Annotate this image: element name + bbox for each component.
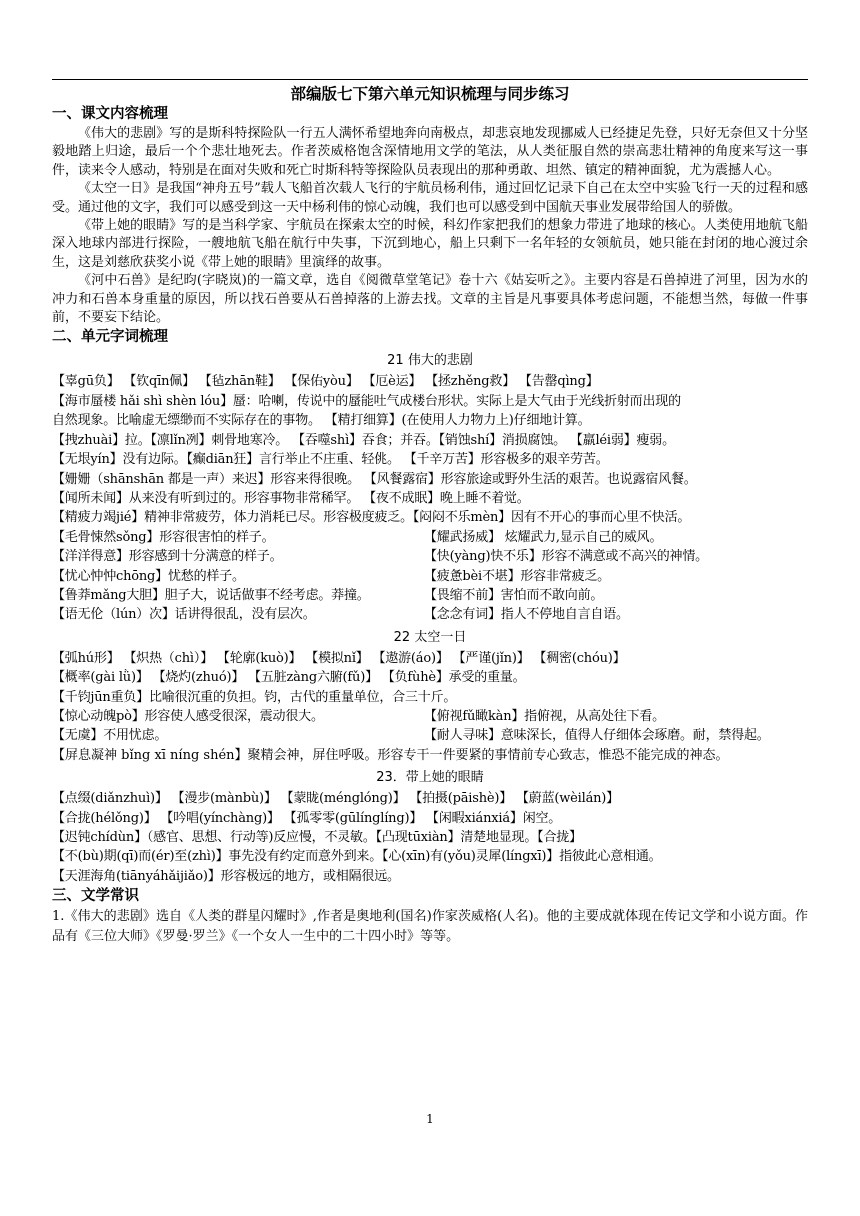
lesson-title-22: 22 太空一日 xyxy=(393,629,467,645)
vocab-row: 【精疲力竭jié】精神非常疲劳，体力消耗已尽。形容极度疲乏。【闷闷不乐mèn】因有不开心的事而心里不快活。 xyxy=(52,510,691,526)
vocab-item: 【耐人寻味】意味深长，值得人仔细体会琢磨。耐，禁得起。 xyxy=(424,728,770,744)
section-heading-1: 一、课文内容梳理 xyxy=(52,106,168,122)
header-rule xyxy=(52,79,808,80)
vocab-item: 【念念有词】指人不停地自言自语。 xyxy=(424,607,629,623)
vocab-item: 【耀武扬威】 炫耀武力,显示自己的威风。 xyxy=(424,529,663,545)
vocab-row: 【概率(gài lǜ)】 【烧灼(zhuó)】 【五脏zàng六腑(fǔ)】 【负fùhè】承受的重量。 xyxy=(52,670,526,686)
vocab-row: 【屏息凝神 bǐng xī níng shén】聚精会神，屏住呼吸。形容专干一件要紧的事情前专心致志，惟恐不能完成的神态。 xyxy=(52,747,729,763)
vocab-row: 【合拢(hélǒng)】 【吟唱(yínchàng)】 【孤零零(gūlínglíng)】 【闲暇xiánxiá】闲空。 xyxy=(52,810,562,826)
vocab-item: 【快(yàng)快不乐】形容不满意或不高兴的神情。 xyxy=(424,549,708,565)
vocab-row: 【拽zhuài】拉。【凛lǐn冽】刺骨地寒冷。 【吞噬shì】吞食；并吞。【销蚀shí】消损腐蚀。 【羸léi弱】瘦弱。 xyxy=(52,432,675,448)
vocab-item: 【俯视fǔ瞰kàn】指俯视，从高处往下看。 xyxy=(424,708,665,724)
vocab-item: 【忧心忡忡chōng】忧愁的样子。 xyxy=(52,568,245,584)
paragraph: 《太空一日》是我国“神舟五号”载人飞船首次载人飞行的宇航员杨利伟，通过回忆记录下自己在太空中实验飞行一天的过程和感受。通过他的文字，我们可以感受到这一天中杨利伟的惊心动魄，我们也可以感受到中国航天事业发展带给国人的骄傲。 xyxy=(52,181,808,215)
vocab-item: 【无虞】不用忧虑。 xyxy=(52,728,168,744)
vocab-row: 【辜gū负】 【钦qīn佩】 【毡zhān鞋】 【保佑yòu】 【厄è运】 【拯zhěng救】 【告罄qìng】 xyxy=(52,374,599,390)
vocab-row: 【点缀(diǎnzhuì)】 【漫步(mànbù)】 【蒙眬(ménglóng)】 【拍摄(pāishè)】 【蔚蓝(wèilán)】 xyxy=(52,791,619,807)
vocab-row: 【无垠yín】没有边际。【癫diān狂】言行举止不庄重、轻佻。 【千辛万苦】形容极多的艰辛劳苦。 xyxy=(52,452,609,468)
page-number: 1 xyxy=(426,1112,434,1126)
vocab-item: 【畏缩不前】害怕而不敢向前。 xyxy=(424,587,604,603)
vocab-row: 【姗姗（shānshān 都是一声）来迟】形容来得很晚。 【风餐露宿】形容旅途或野外生活的艰苦。也说露宿风餐。 xyxy=(52,471,697,487)
vocab-item: 【疲惫bèi不堪】形容非常疲乏。 xyxy=(424,568,610,584)
lesson-title-23: 23．带上她的眼睛 xyxy=(376,770,484,786)
vocab-row: 自然现象。比喻虚无缥缈而不实际存在的事物。 【精打细算】(在使用人力物力上)仔细地计算。 xyxy=(52,413,591,429)
section-heading-3: 三、文学常识 xyxy=(52,888,139,905)
paragraph: 《河中石兽》是纪昀(字晓岚)的一篇文章，选自《阅微草堂笔记》卷十六《姑妄听之》。主要内容是石兽掉进了河里，因为水的冲力和石兽本身重量的原因，所以找石兽要从石兽掉落的上游去找。文章的主旨是凡事要具体考虑问题，不能想当然，每做一件事前，不要妄下结论。 xyxy=(52,273,808,326)
vocab-row: 【天涯海角(tiānyáhǎijiǎo)】形容极远的地方，或相隔很远。 xyxy=(52,868,400,884)
lesson-title-21: 21 伟大的悲剧 xyxy=(387,353,473,369)
document-title: 部编版七下第六单元知识梳理与同步练习 xyxy=(290,85,570,103)
vocab-item: 【语无伦（lún）次】话讲得很乱，没有层次。 xyxy=(52,607,316,623)
section-heading-2: 二、单元字词梳理 xyxy=(52,329,168,346)
vocab-item: 【鲁莽mǎng大胆】胆子大，说话做事不经考虑。莽撞。 xyxy=(52,587,370,603)
vocab-row: 【迟钝chídùn】（感官、思想、行动等)反应慢，不灵敏。【凸现tūxiàn】清楚地显现。【合拢】 xyxy=(52,830,582,845)
vocab-row: 【不(bù)期(qī)而(ér)至(zhì)】事先没有约定而意外到来。【心(xīn)有(yǒu)灵犀(língxī)】指彼此心意相通。 xyxy=(52,849,662,865)
paragraph: 《伟大的悲剧》写的是斯科特探险队一行五人满怀希望地奔向南极点，却悲哀地发现挪威人已经捷足先登，只好无奈但又十分坚毅地踏上归途，最后一个个悲壮地死去。作者茨威格饱含深情地用文学的笔法，从人类征服自然的崇高悲壮精神的角度来写这一事件，读来令人感动，特别是在面对失败和死亡时斯科特等探险队员表现出的那种勇敢、坦然、镇定的精神面貌，尤为震撼人心。 xyxy=(52,126,808,178)
document-body xyxy=(52,104,808,946)
vocab-row: 【弧hú形】 【炽热（chì）】 【轮廓(kuò)】 【模拟nǐ】 【遨游(áo)】 【严谨(jǐn)】 【稠密(chóu)】 xyxy=(52,650,626,666)
vocab-pairs-21 xyxy=(52,528,808,625)
paragraph: 《带上她的眼睛》写的是当科学家、宇航员在探索太空的时候，科幻作家把我们的想象力带进了地球的核心。人类使用地航飞船深入地球内部进行探险，一艘地航飞船在航行中失事，下沉到地心，船上只剩下一名年轻的女领航员，她只能在封闭的地心渡过余生，这是刘慈欣获奖小说《带上她的眼睛》里演绎的故事。 xyxy=(52,218,808,270)
vocab-row: 【千钧jūn重负】比喻很沉重的负担。钧，古代的重量单位，合三十斤。 xyxy=(52,689,457,705)
vocab-row: 【海市蜃楼 hǎi shì shèn lóu】蜃：哈喇，传说中的蜃能吐气成楼台形状。实际上是大气由于光线折射而出现的 xyxy=(52,393,681,409)
vocab-pairs-22 xyxy=(52,707,808,746)
vocab-row: 【闻所未闻】从来没有听到过的。形容事物非常稀罕。 【夜不成眠】晚上睡不着觉。 xyxy=(52,490,530,506)
vocab-item: 【洋洋得意】形容感到十分满意的样子。 xyxy=(52,549,283,565)
vocab-item: 【毛骨悚然sǒng】形容很害怕的样子。 xyxy=(52,529,275,545)
vocab-item: 【惊心动魄pò】形容使人感受很深，震动很大。 xyxy=(52,708,324,724)
literature-note: 1.《伟大的悲剧》选自《人类的群星闪耀时》,作者是奥地利(国名)作家茨威格(人名)。他的主要成就体现在传记文学和小说方面。作品有《三位大师》《罗曼·罗兰》《一个女人一生中的二十四小时》等等。 xyxy=(52,909,808,944)
